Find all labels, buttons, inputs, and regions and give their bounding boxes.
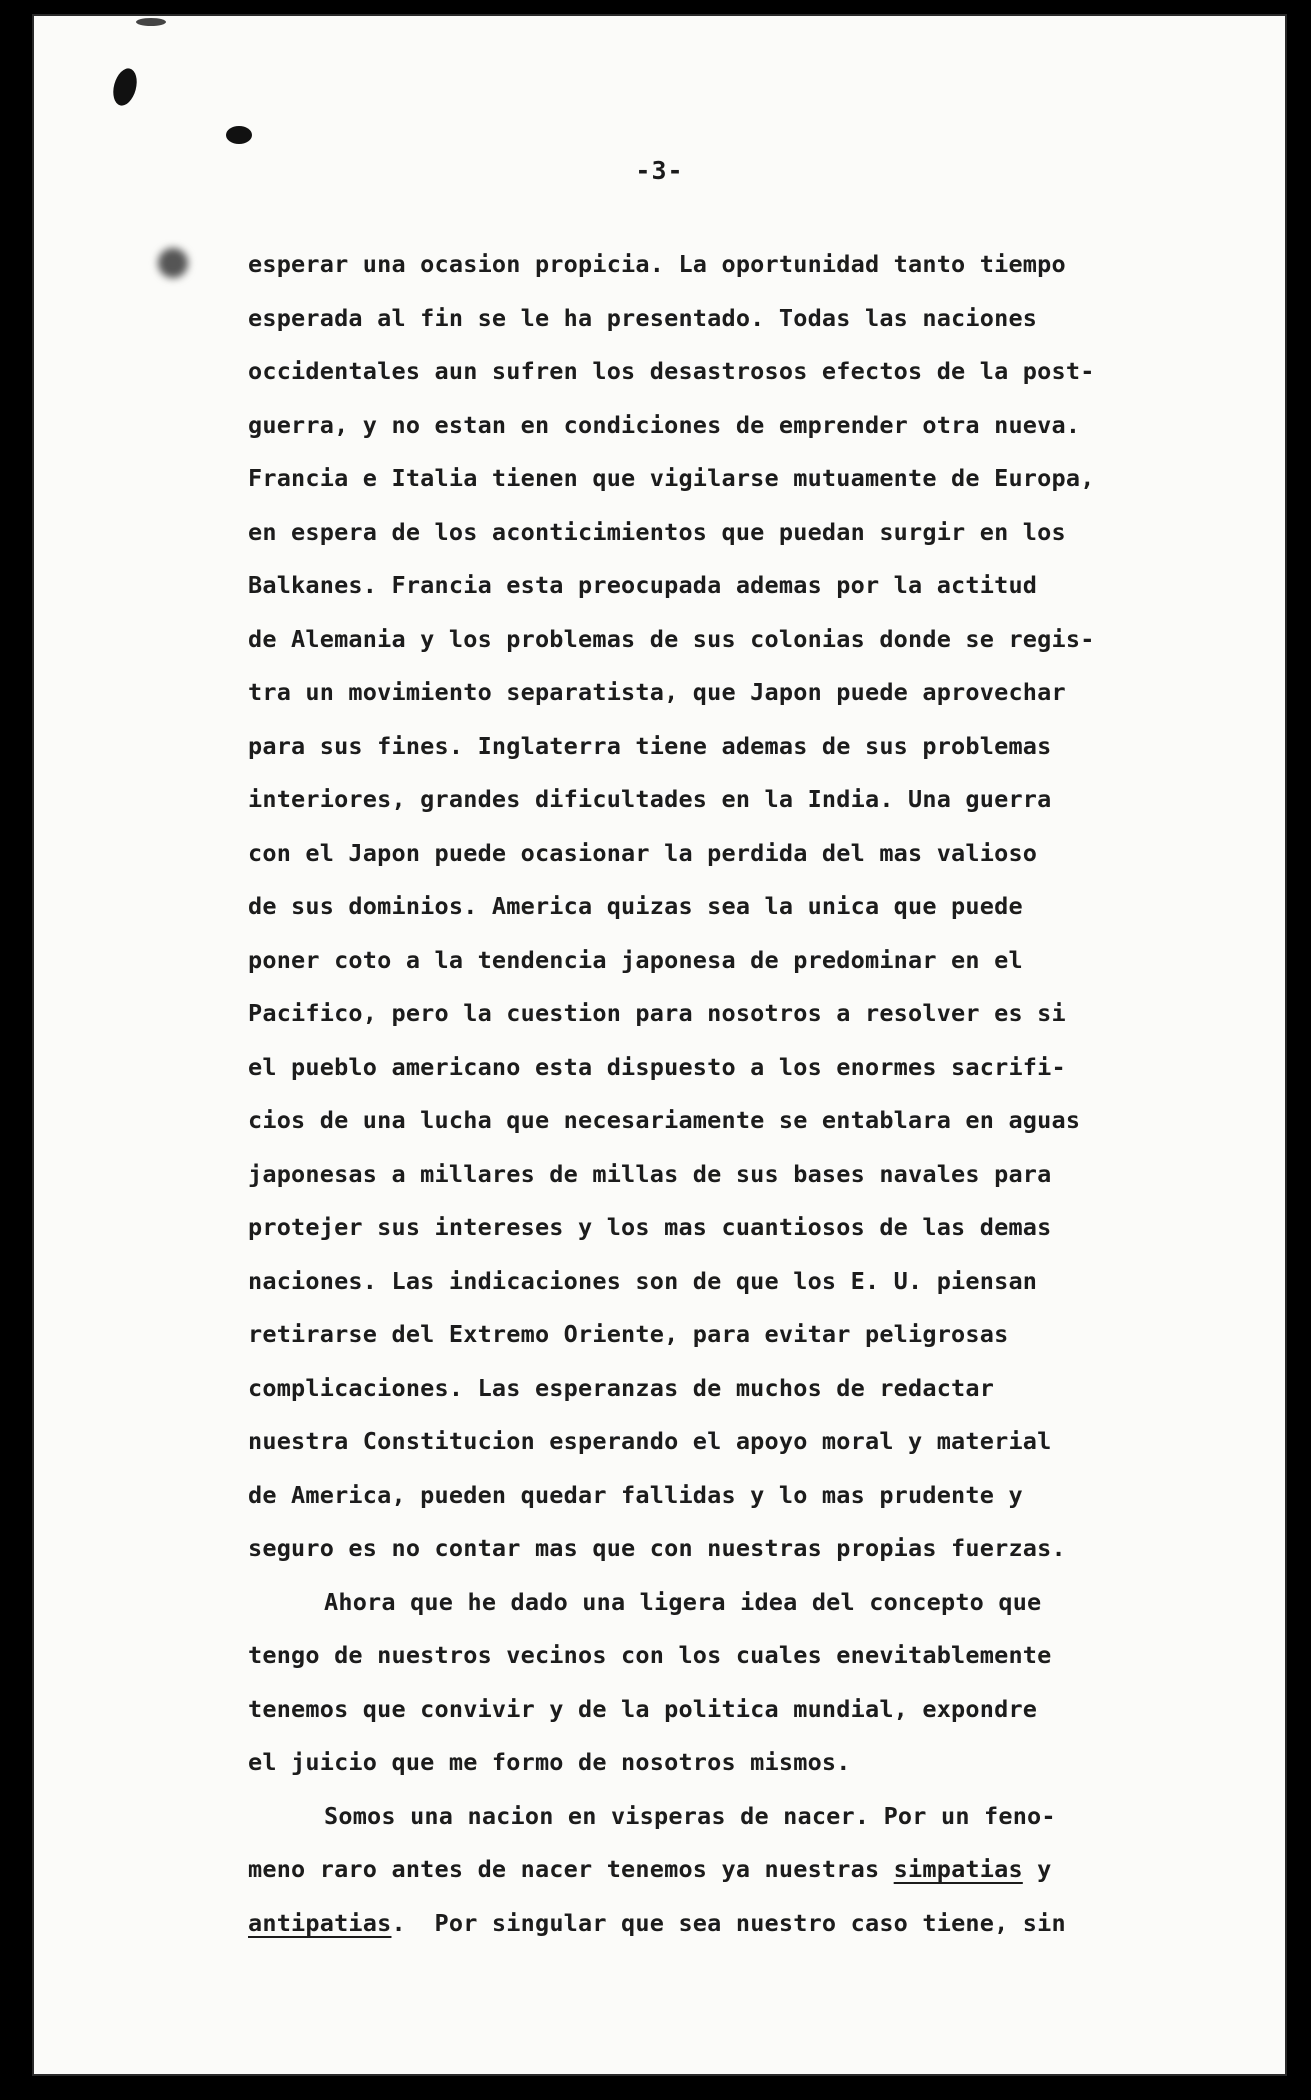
text-line: para sus fines. Inglaterra tiene ademas de sus problemas [248, 731, 1052, 760]
text-segment: meno raro antes de nacer tenemos ya nuestras [248, 1855, 894, 1883]
ink-speck [136, 18, 166, 26]
text-line: interiores, grandes dificultades en la India. Una guerra [248, 785, 1052, 813]
text-line: tenemos que convivir y de la politica mundial, expondre [248, 1694, 1038, 1723]
text-line: naciones. Las indicaciones son de que los E. U. piensan [248, 1266, 1038, 1295]
text-line: en espera de los aconticimientos que puedan surgir en los [248, 517, 1066, 546]
underlined-word: simpatias [893, 1855, 1023, 1883]
text-line: seguro es no contar mas que con nuestras propias fuerzas. [248, 1534, 1066, 1562]
text-line: esperada al fin se le ha presentado. Todas las naciones [248, 303, 1038, 332]
text-line: el juicio que me formo de nosotros mismos. [248, 1748, 851, 1776]
text-line: de America, pueden quedar fallidas y lo mas prudente y [248, 1480, 1023, 1509]
text-line: japonesas a millares de millas de sus bases navales para [248, 1159, 1052, 1188]
text-line: Balkanes. Francia esta preocupada ademas por la actitud [248, 571, 1038, 599]
text-segment: . Por singular que sea nuestro caso tiene, sin [391, 1908, 1066, 1937]
text-line: Francia e Italia tienen que vigilarse mutuamente de Europa, [248, 464, 1095, 492]
text-line [248, 1897, 1228, 1951]
text-line: occidentales aun sufren los desastrosos efectos de la post- [248, 357, 1095, 385]
text-line: con el Japon puede ocasionar la perdida del mas valioso [248, 838, 1038, 867]
document-page [32, 14, 1287, 2076]
ink-smudge [158, 248, 188, 278]
text-line: de Alemania y los problemas de sus colonias donde se regis- [248, 624, 1095, 653]
text-segment: y [1022, 1855, 1052, 1883]
text-line: cios de una lucha que necesariamente se entablara en aguas [248, 1106, 1081, 1134]
text-line: esperar una ocasion propicia. La oportunidad tanto tiempo [248, 250, 1066, 278]
ink-smudge [226, 126, 252, 144]
text-line: poner coto a la tendencia japonesa de predominar en el [248, 945, 1023, 974]
text-line: Pacifico, pero la cuestion para nosotros a resolver es si [248, 999, 1066, 1027]
ink-smudge [109, 66, 140, 108]
text-line: Ahora que he dado una ligera idea del concepto que [324, 1587, 1042, 1616]
text-line: tra un movimiento separatista, que Japon puede aprovechar [248, 678, 1066, 706]
text-line: retirarse del Extremo Oriente, para evitar peligrosas [248, 1320, 1009, 1348]
text-line [248, 1843, 1228, 1897]
page-number: -3- [635, 156, 684, 185]
text-line: complicaciones. Las esperanzas de muchos de redactar [248, 1373, 995, 1402]
underlined-word: antipatias [248, 1908, 392, 1937]
text-line: guerra, y no estan en condiciones de emprender otra nueva. [248, 410, 1081, 439]
text-line: de sus dominios. America quizas sea la unica que puede [248, 892, 1023, 920]
text-line: el pueblo americano esta dispuesto a los enormes sacrifi- [248, 1052, 1066, 1081]
text-line: tengo de nuestros vecinos con los cuales enevitablemente [248, 1641, 1052, 1669]
text-line: protejer sus intereses y los mas cuantiosos de las demas [248, 1213, 1052, 1241]
body-text [248, 238, 1228, 1950]
text-line: nuestra Constitucion esperando el apoyo moral y material [248, 1427, 1052, 1455]
text-line: Somos una nacion en visperas de nacer. Por un feno- [324, 1801, 1056, 1830]
